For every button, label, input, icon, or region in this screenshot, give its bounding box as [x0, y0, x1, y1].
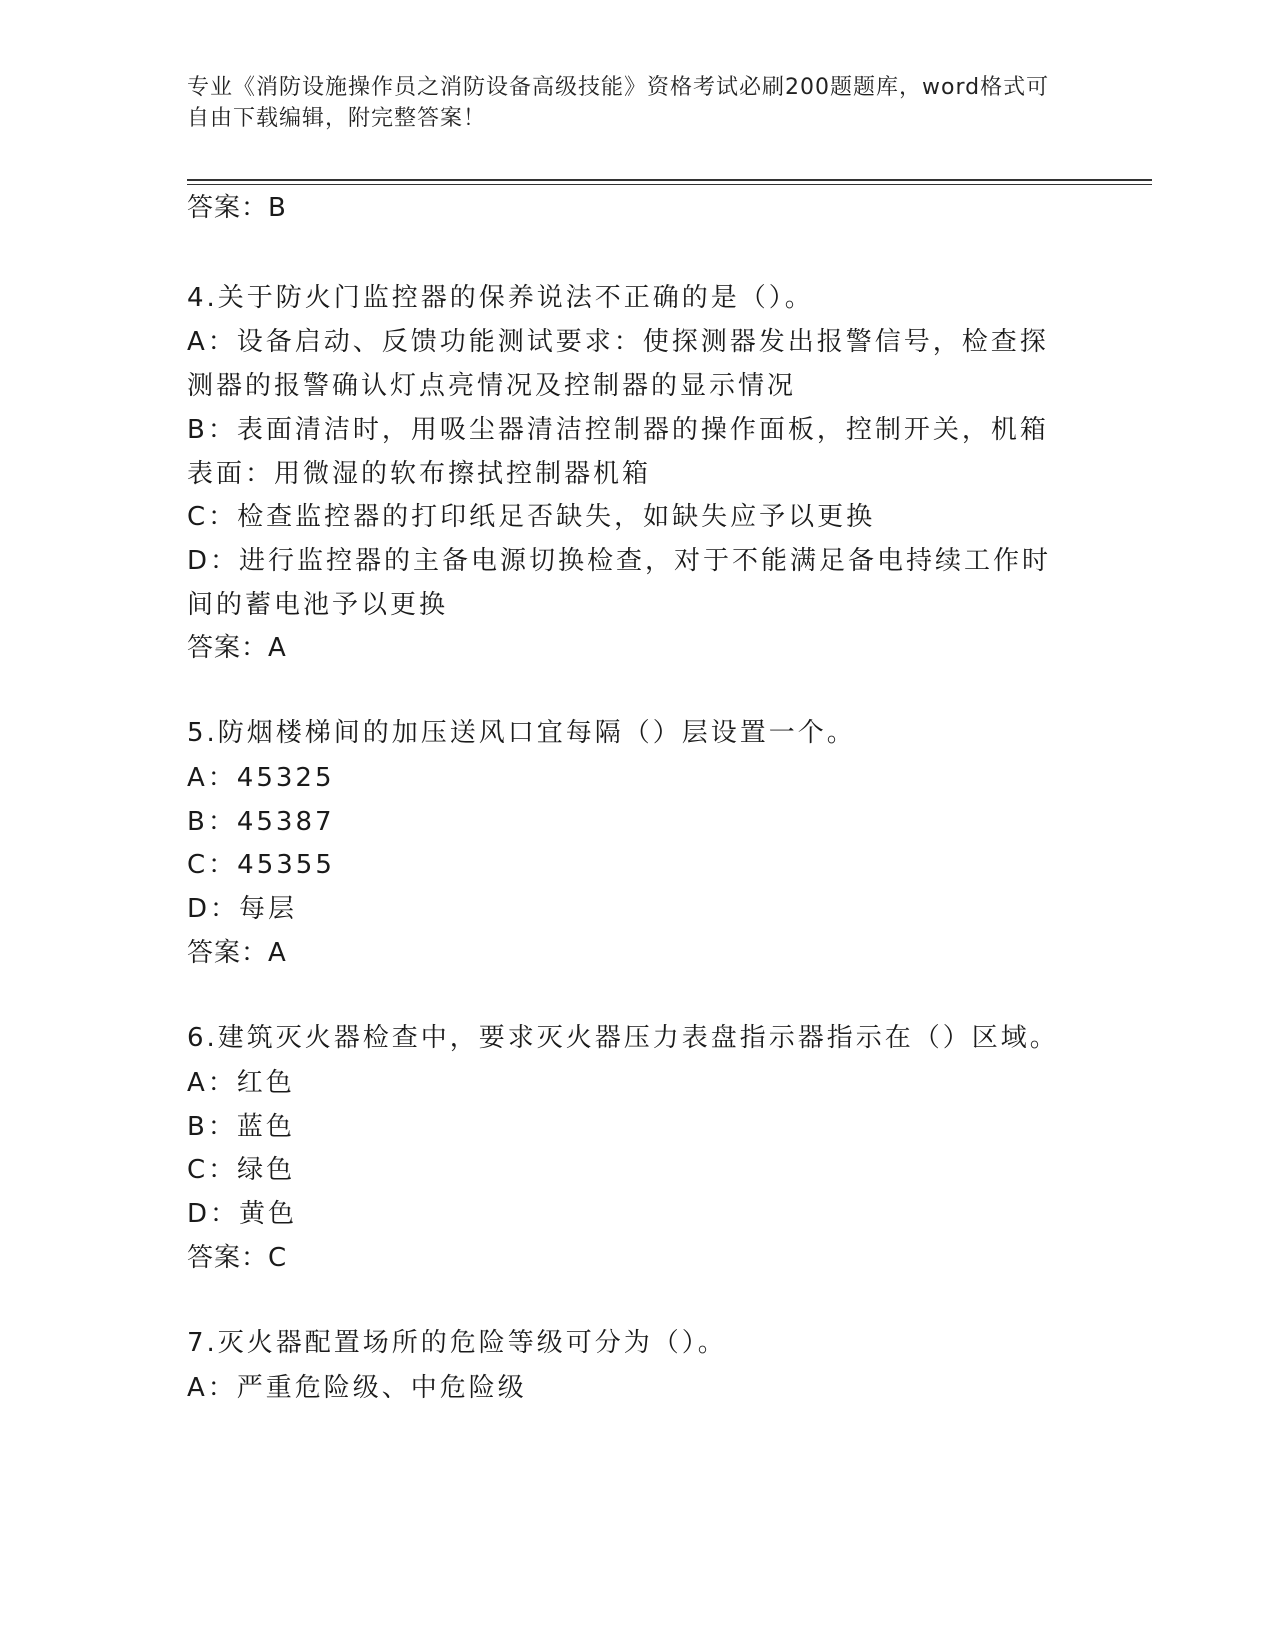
question-4-option-b: B：表面清洁时，用吸尘器清洁控制器的操作面板，控制开关，机箱表面：用微湿的软布擦拭控制器机箱 — [187, 415, 1049, 489]
question-7-stem: 7.灭火器配置场所的危险等级可分为（）。 — [187, 1328, 727, 1358]
question-6-option-c: C：绿色 — [187, 1155, 296, 1185]
header-divider-thin — [187, 184, 1152, 185]
question-5-stem: 5.防烟楼梯间的加压送风口宜每隔（）层设置一个。 — [187, 718, 856, 748]
question-5-answer: 答案：A — [187, 938, 287, 968]
previous-answer: 答案：B — [187, 193, 287, 223]
question-6-stem: 6.建筑灭火器检查中，要求灭火器压力表盘指示器指示在（）区域。 — [187, 1023, 1059, 1053]
question-4-answer: 答案：A — [187, 633, 287, 663]
document-header: 专业《消防设施操作员之消防设备高级技能》资格考试必刷200题题库，word格式可自由下载编辑，附完整答案！ — [187, 75, 1050, 131]
question-6-option-b: B：蓝色 — [187, 1112, 295, 1142]
question-6-answer: 答案：C — [187, 1243, 288, 1273]
question-5-option-b: B：45387 — [187, 807, 335, 837]
question-4-option-c: C：检查监控器的打印纸足否缺失，如缺失应予以更换 — [187, 502, 876, 532]
question-7-option-a: A：严重危险级、中危险级 — [187, 1373, 527, 1403]
question-5-option-d: D：每层 — [187, 894, 298, 924]
question-6-option-a: A：红色 — [187, 1068, 295, 1098]
question-4-option-a: A：设备启动、反馈功能测试要求：使探测器发出报警信号，检查探测器的报警确认灯点亮情况及控制器的显示情况 — [187, 327, 1049, 401]
question-5-option-a: A：45325 — [187, 763, 335, 793]
question-6-option-d: D：黄色 — [187, 1199, 298, 1229]
question-4-stem: 4.关于防火门监控器的保养说法不正确的是（）。 — [187, 283, 814, 313]
question-5-option-c: C：45355 — [187, 850, 335, 880]
question-4-option-d: D：进行监控器的主备电源切换检查，对于不能满足备电持续工作时间的蓄电池予以更换 — [187, 546, 1052, 620]
header-divider-thick — [187, 179, 1152, 181]
